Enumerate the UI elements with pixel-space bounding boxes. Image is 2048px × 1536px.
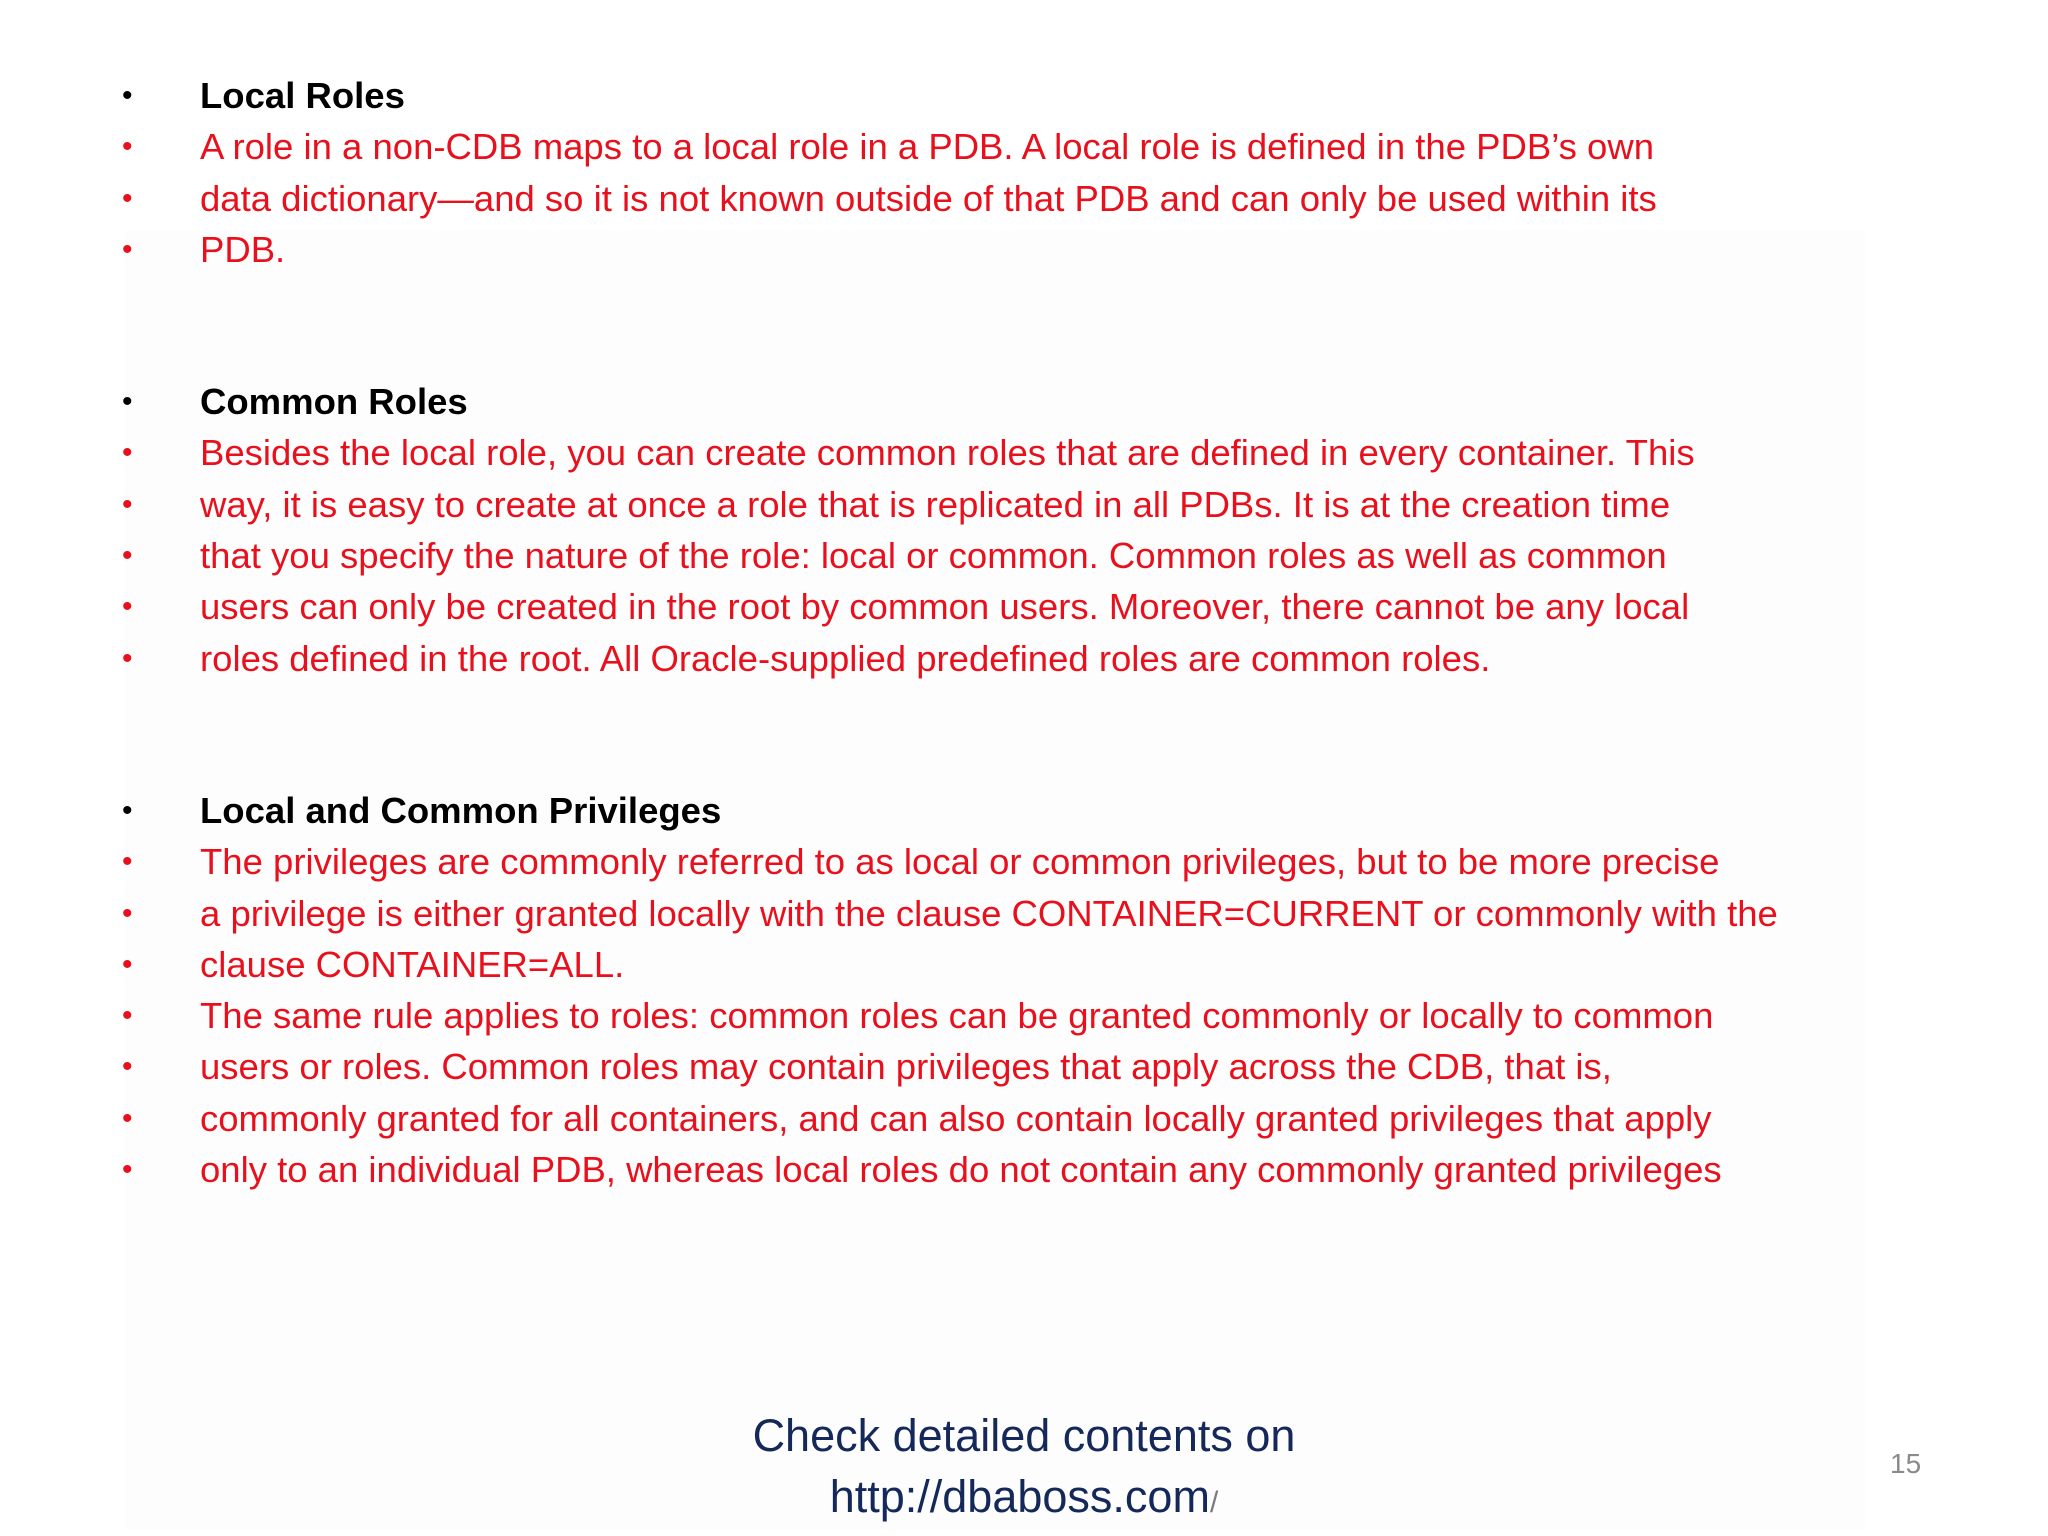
bullet: • — [122, 79, 133, 112]
body-line — [0, 633, 2048, 684]
bullet: • — [122, 385, 133, 419]
body-text: PDB. — [200, 228, 286, 270]
heading-text: Local and Common Privileges — [200, 789, 722, 831]
body-line — [0, 990, 2048, 1041]
body-line — [0, 479, 2048, 530]
bullet: • — [122, 590, 133, 624]
section-local-roles — [0, 70, 2048, 275]
heading-text: Local Roles — [200, 75, 405, 116]
bullet: • — [122, 130, 133, 164]
footer — [0, 1405, 2048, 1533]
body-line — [0, 1093, 2048, 1144]
bullet: • — [122, 896, 133, 930]
body-line — [0, 581, 2048, 632]
body-line — [0, 224, 2048, 275]
body-text: commonly granted for all containers, and can also contain locally granted privileges that apply — [200, 1097, 1712, 1139]
heading-text: Common Roles — [200, 381, 468, 423]
footer-slash: / — [1209, 1486, 1219, 1519]
body-text: way, it is easy to create at once a role that is replicated in all PDBs. It is at the creation time — [200, 483, 1671, 525]
section-heading — [0, 70, 2048, 121]
body-line — [0, 427, 2048, 478]
body-text: users or roles. Common roles may contain privileges that apply across the CDB, that is, — [200, 1046, 1612, 1088]
body-line — [0, 530, 2048, 581]
bullet: • — [122, 641, 133, 675]
bullet: • — [122, 793, 133, 827]
bullet: • — [122, 1101, 133, 1135]
body-line — [0, 939, 2048, 990]
bullet: • — [122, 845, 133, 879]
bullet: • — [122, 539, 133, 573]
body-line — [0, 1041, 2048, 1092]
footer-url[interactable]: http://dbaboss.com — [829, 1471, 1210, 1522]
bullet: • — [122, 487, 133, 521]
body-line — [0, 836, 2048, 887]
body-text: users can only be created in the root by common users. Moreover, there cannot be any local — [200, 586, 1690, 628]
slide-content — [0, 70, 2048, 1296]
body-line — [0, 1144, 2048, 1195]
page-number: 15 — [1890, 1448, 1922, 1479]
footer-link-line — [0, 1466, 2048, 1533]
section-heading — [0, 785, 2048, 836]
bullet: • — [122, 947, 133, 981]
bullet: • — [122, 232, 133, 266]
body-text: Besides the local role, you can create common roles that are defined in every container. This — [200, 432, 1695, 474]
bullet: • — [122, 999, 133, 1033]
body-text: clause CONTAINER=ALL. — [200, 943, 625, 985]
section-local-and-common-privileges — [0, 785, 2048, 1195]
body-text: only to an individual PDB, whereas local roles do not contain any commonly granted privileges — [200, 1149, 1722, 1191]
bullet: • — [122, 436, 133, 470]
body-line — [0, 121, 2048, 172]
body-text: roles defined in the root. All Oracle-supplied predefined roles are common roles. — [200, 637, 1491, 679]
bullet: • — [122, 1153, 133, 1187]
body-line — [0, 173, 2048, 224]
section-common-roles — [0, 376, 2048, 684]
body-line — [0, 888, 2048, 939]
body-text: A role in a non-CDB maps to a local role in a PDB. A local role is defined in the PDB’s own — [200, 126, 1655, 168]
body-text: The privileges are commonly referred to as local or common privileges, but to be more precise — [200, 841, 1720, 883]
body-text: The same rule applies to roles: common roles can be granted commonly or locally to common — [200, 995, 1714, 1037]
body-text: data dictionary—and so it is not known outside of that PDB and can only be used within its — [200, 177, 1657, 219]
body-text: a privilege is either granted locally with the clause CONTAINER=CURRENT or commonly with the — [200, 892, 1778, 934]
section-heading — [0, 376, 2048, 427]
bullet: • — [122, 181, 133, 215]
footer-line: Check detailed contents on — [752, 1410, 1296, 1461]
body-text: that you specify the nature of the role: local or common. Common roles as well as common — [200, 535, 1667, 577]
bullet: • — [122, 1050, 133, 1084]
